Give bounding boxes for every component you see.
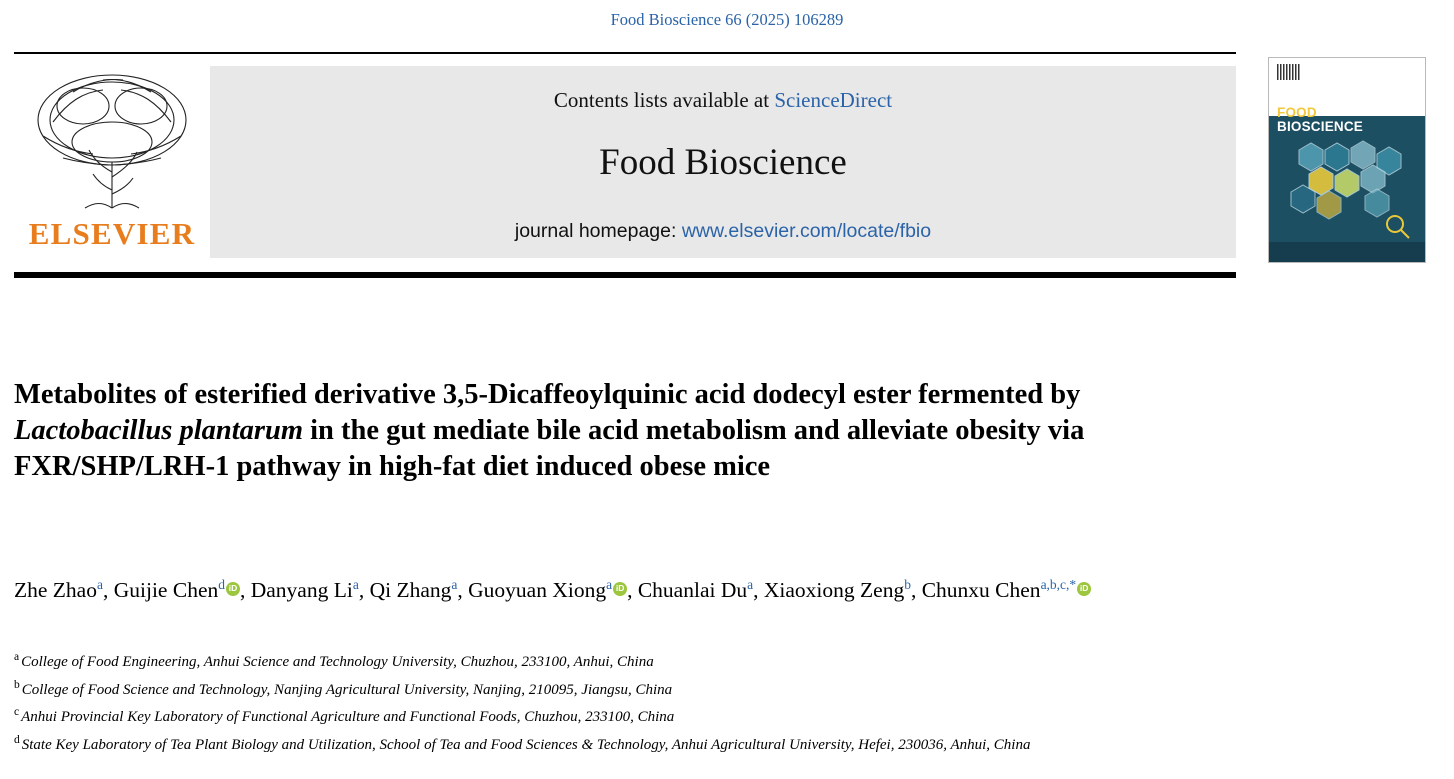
author-separator: ,: [457, 578, 469, 603]
title-part-1: Metabolites of esterified derivative 3,5-Dicaffeoylquinic acid dodecyl ester fermented by: [14, 379, 1081, 411]
running-head: Food Bioscience 66 (2025) 106289: [610, 10, 844, 29]
title-italic-species: Lactobacillus plantarum: [14, 415, 303, 447]
homepage-prefix: journal homepage:: [514, 220, 682, 242]
author-item[interactable]: [14, 578, 103, 602]
affiliation-item: [14, 701, 1314, 729]
author-affiliation-marks: d: [218, 577, 225, 592]
author-affiliation-marks: a: [451, 577, 458, 592]
affiliation-item: [14, 674, 1314, 702]
homepage-line: [515, 220, 931, 243]
author-item[interactable]: [764, 578, 911, 602]
author-separator: ,: [753, 578, 764, 603]
author-affiliation-marks: a: [606, 577, 613, 592]
elsevier-wordmark: ELSEVIER: [28, 216, 196, 251]
affiliation-text: State Key Laboratory of Tea Plant Biology and Utilization, School of Tea and Food Sciences & Technology, Anhui Agricultural University, Hefei, 230036, Anhui, China: [21, 736, 1031, 753]
affiliation-list: [14, 646, 1314, 756]
elsevier-tree-icon: [23, 62, 201, 214]
journal-cover-thumbnail[interactable]: [1268, 57, 1426, 263]
author-name: Chuanlai Du: [637, 578, 748, 603]
affiliation-text: College of Food Science and Technology, Nanjing Agricultural University, Nanjing, 210095, Jiangsu, China: [21, 681, 673, 698]
orcid-icon[interactable]: [226, 582, 240, 596]
affiliation-mark: b: [14, 678, 20, 691]
author-affiliation-marks: a: [352, 577, 359, 592]
sciencedirect-link[interactable]: ScienceDirect: [774, 88, 893, 112]
author-list: [14, 570, 1244, 605]
author-name: Danyang Li: [250, 578, 353, 603]
journal-title: Food Bioscience: [599, 142, 847, 183]
affiliation-mark: c: [14, 706, 20, 718]
author-name: Zhe Zhao: [14, 578, 97, 603]
author-affiliation-marks: a: [747, 577, 754, 592]
author-name: Guoyuan Xiong: [468, 578, 607, 603]
hexagon-pattern-icon: [1269, 136, 1425, 242]
author-item[interactable]: [468, 578, 627, 602]
barcode-icon: [1277, 64, 1301, 80]
author-item[interactable]: [638, 578, 753, 602]
author-affiliation-marks: b: [904, 577, 911, 592]
affiliation-item: [14, 729, 1314, 757]
header-top-rule: [14, 52, 1236, 54]
affiliation-text: College of Food Engineering, Anhui Science and Technology University, Chuzhou, 233100, Anhui, China: [21, 654, 654, 670]
affiliation-mark: a: [14, 651, 20, 663]
cover-title-line1: FOOD: [1277, 105, 1317, 120]
elsevier-logo: [14, 58, 210, 265]
affiliation-item: [14, 646, 1314, 674]
orcid-icon[interactable]: [1077, 582, 1091, 596]
affiliation-mark: d: [14, 733, 20, 746]
author-separator: ,: [239, 578, 251, 603]
cover-bottom-band: [1269, 242, 1425, 262]
cover-title: [1277, 106, 1363, 134]
author-separator: ,: [102, 578, 114, 603]
journal-info-box: [210, 66, 1236, 258]
cover-title-line2: BIOSCIENCE: [1277, 119, 1364, 134]
author-separator: ,: [910, 578, 922, 603]
author-item[interactable]: [922, 578, 1091, 602]
author-name: Qi Zhang: [369, 578, 452, 603]
author-item[interactable]: [251, 578, 359, 602]
contents-prefix: Contents lists available at: [553, 88, 775, 112]
author-name: Chunxu Chen: [921, 578, 1041, 603]
author-separator: ,: [627, 578, 638, 603]
author-affiliation-marks: a,b,c,*: [1040, 577, 1077, 592]
author-affiliation-marks: a: [96, 577, 103, 592]
contents-line: [554, 88, 892, 113]
journal-header: [14, 58, 1236, 265]
orcid-icon[interactable]: [613, 582, 627, 596]
title-part-2: in the gut mediate bile acid metabolism and alleviate obesity via FXR/SHP/LRH-1 pathway in high-fat diet induced obese mice: [14, 415, 1085, 483]
author-name: Guijie Chen: [113, 578, 219, 603]
header-bottom-rule: [14, 272, 1236, 278]
author-item[interactable]: [114, 578, 240, 602]
journal-homepage-link[interactable]: www.elsevier.com/locate/fbio: [681, 220, 932, 242]
affiliation-text: Anhui Provincial Key Laboratory of Functional Agriculture and Functional Foods, Chuzhou, 233100, China: [21, 709, 675, 725]
author-item[interactable]: [370, 578, 458, 602]
author-name: Xiaoxiong Zeng: [763, 578, 905, 603]
page-title: [14, 377, 1244, 485]
author-separator: ,: [358, 578, 370, 603]
